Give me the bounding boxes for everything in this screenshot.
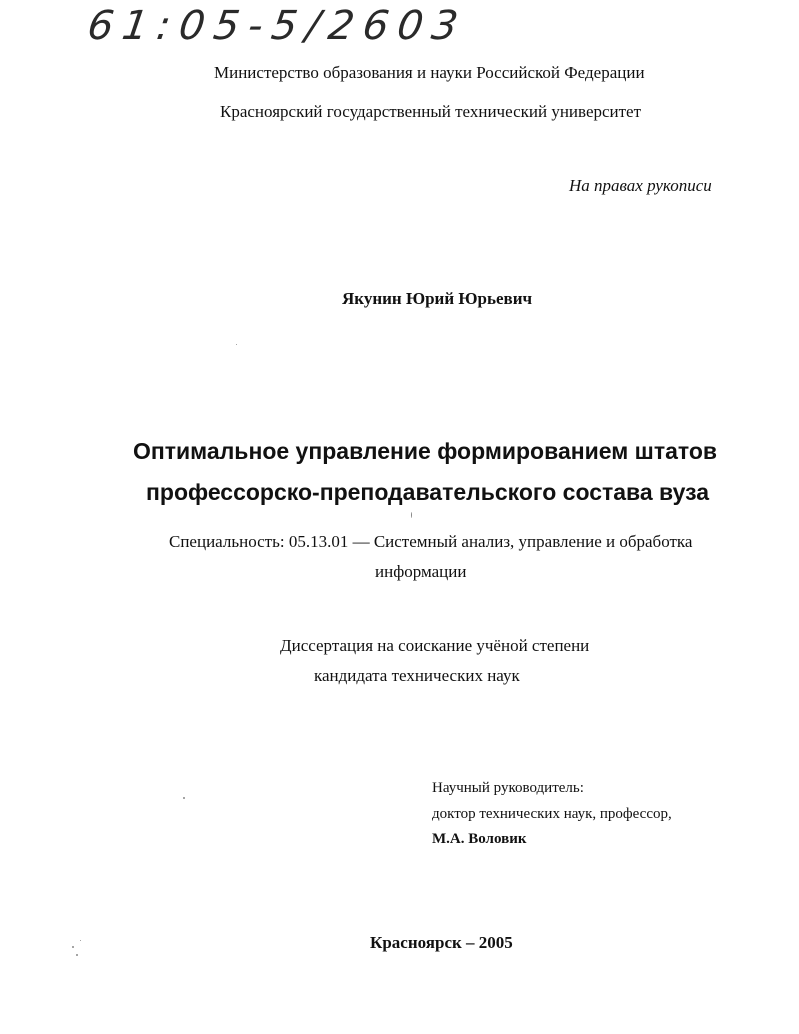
scan-speck [80, 940, 81, 941]
scan-speck [183, 797, 185, 799]
dissertation-line-1: Диссертация на соискание учёной степени [280, 636, 590, 655]
thesis-title-line-2: профессорско-преподавательского состава вуза [146, 479, 710, 505]
specialty-line-1: Специальность: 05.13.01 — Системный анализ, управление и обработка [169, 532, 693, 551]
university-name: Красноярский государственный технический университет [220, 102, 642, 121]
scan-speck [72, 946, 74, 948]
scan-speck [411, 512, 412, 518]
supervisor-name: М.А. Воловик [432, 831, 527, 847]
ministry-name: Министерство образования и науки Российской Федерации [214, 63, 645, 82]
manuscript-note: На правах рукописи [569, 176, 712, 195]
scan-speck [76, 954, 78, 956]
thesis-title-line-1: Оптимальное управление формированием штатов [133, 438, 718, 464]
supervisor-label: Научный руководитель: [432, 780, 584, 796]
dissertation-line-2: кандидата технических наук [314, 666, 520, 685]
city-year: Красноярск – 2005 [370, 933, 513, 952]
author-name: Якунин Юрий Юрьевич [342, 289, 533, 308]
handwritten-archive-code: 61:05-5/2603 [84, 3, 470, 49]
scan-speck [236, 344, 237, 345]
specialty-line-2: информации [375, 562, 467, 581]
supervisor-degree: доктор технических наук, профессор, [432, 806, 672, 822]
